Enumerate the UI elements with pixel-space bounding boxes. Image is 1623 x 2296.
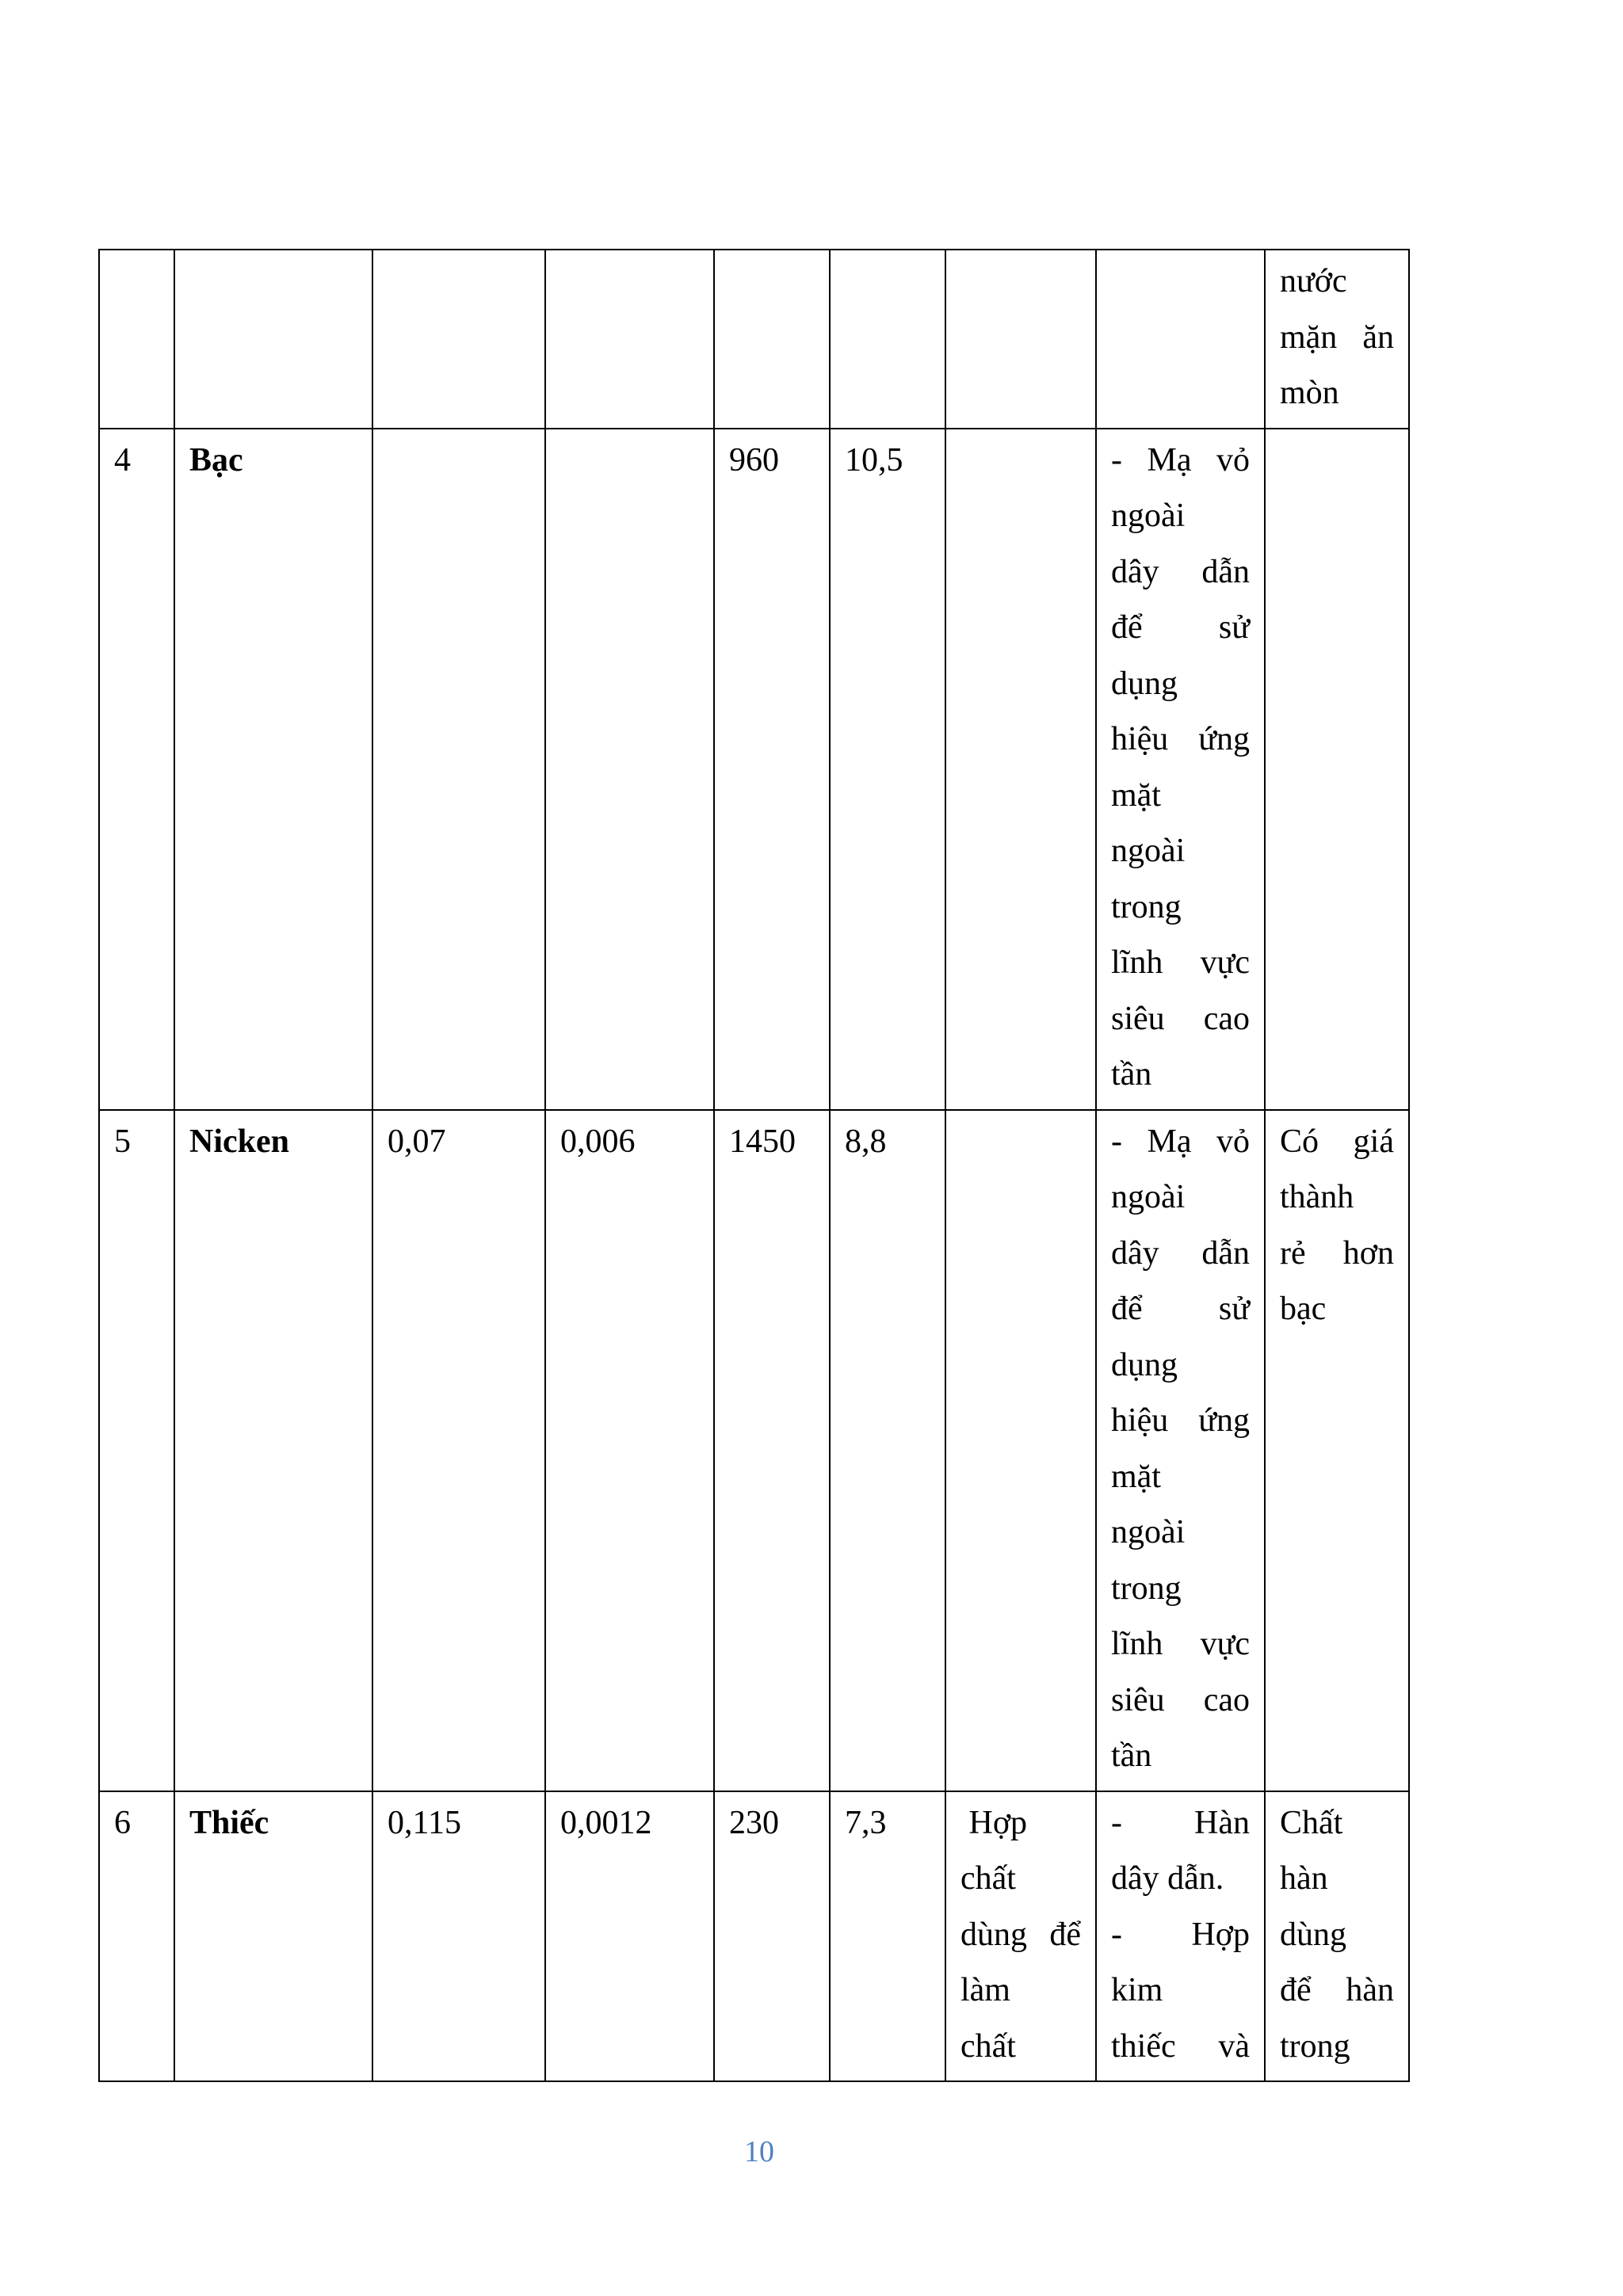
cell-line: ngoài — [1111, 833, 1186, 869]
cell-col4 — [545, 250, 714, 429]
cell-line: kim — [1111, 1972, 1163, 2008]
cell-line: - Mạ vỏ — [1111, 441, 1250, 479]
cell-line: dây dẫn — [1111, 1234, 1250, 1272]
cell-col4 — [545, 429, 714, 1110]
cell-col6: 7,3 — [830, 1791, 945, 2082]
table-row — [99, 429, 1409, 1110]
cell-line: mặt — [1111, 1458, 1161, 1495]
cell-line: siêu cao — [1111, 1681, 1250, 1718]
cell-line: để sử — [1111, 609, 1250, 646]
cell-col3 — [372, 429, 545, 1110]
cell-name: Thiếc — [174, 1791, 372, 2082]
cell-line: dùng để — [960, 1916, 1081, 1953]
cell-line: hiệu ứng — [1111, 1402, 1250, 1439]
cell-col6: 8,8 — [830, 1110, 945, 1791]
table-row-continuation — [99, 250, 1409, 429]
cell-line: thiếc và — [1111, 2027, 1250, 2065]
cell-line: - Mạ vỏ — [1111, 1123, 1250, 1160]
cell-col4: 0,0012 — [545, 1791, 714, 2082]
cell-stt: 6 — [99, 1791, 174, 2082]
cell-line: hàn — [1280, 1860, 1328, 1897]
page-number: 10 — [744, 2135, 774, 2168]
cell-col7 — [945, 1791, 1096, 2082]
cell-line: dây dẫn. — [1111, 1860, 1224, 1897]
cell-line: mòn — [1280, 375, 1339, 411]
cell-col6 — [830, 250, 945, 429]
cell-col8 — [1096, 250, 1265, 429]
cell-col3: 0,07 — [372, 1110, 545, 1791]
cell-line: hiệu ứng — [1111, 721, 1250, 757]
cell-line: tần — [1111, 1737, 1152, 1774]
cell-col9 — [1265, 250, 1409, 429]
cell-line: làm — [960, 1972, 1010, 2008]
cell-col9 — [1265, 429, 1409, 1110]
cell-line: trong — [1111, 1569, 1182, 1607]
cell-line: ngoài — [1111, 1179, 1186, 1215]
cell-line: dụng — [1111, 1346, 1178, 1383]
cell-line: Có giá — [1280, 1123, 1394, 1160]
cell-col5: 1450 — [714, 1110, 830, 1791]
cell-col3 — [372, 250, 545, 429]
cell-col8 — [1096, 1791, 1265, 2082]
cell-stt: 4 — [99, 429, 174, 1110]
cell-line: Hợp — [960, 1804, 1028, 1841]
cell-col7 — [945, 1110, 1096, 1791]
cell-line: tần — [1111, 1056, 1152, 1093]
cell-col4: 0,006 — [545, 1110, 714, 1791]
cell-col9 — [1265, 1110, 1409, 1791]
cell-line: - Hàn — [1111, 1804, 1250, 1841]
cell-col3: 0,115 — [372, 1791, 545, 2082]
cell-col5 — [714, 250, 830, 429]
table-row — [99, 1110, 1409, 1791]
materials-table — [98, 249, 1410, 2082]
cell-line: chất — [960, 1860, 1016, 1897]
cell-line: để sử — [1111, 1291, 1250, 1327]
cell-line: dùng — [1280, 1916, 1346, 1953]
cell-col9 — [1265, 1791, 1409, 2082]
cell-stt: 5 — [99, 1110, 174, 1791]
cell-name — [174, 250, 372, 429]
cell-col7 — [945, 250, 1096, 429]
cell-line: ngoài — [1111, 1514, 1186, 1550]
cell-line: dây dẫn — [1111, 553, 1250, 590]
cell-line: thành — [1280, 1179, 1354, 1215]
cell-col7 — [945, 429, 1096, 1110]
cell-col6: 10,5 — [830, 429, 945, 1110]
cell-line: trong — [1111, 888, 1182, 925]
cell-line: - Hợp — [1111, 1916, 1250, 1953]
cell-line: trong — [1280, 2027, 1350, 2065]
cell-line: Chất — [1280, 1804, 1343, 1841]
cell-name: Bạc — [174, 429, 372, 1110]
cell-line: lĩnh vực — [1111, 1626, 1250, 1662]
cell-stt — [99, 250, 174, 429]
cell-line: nước — [1280, 263, 1347, 299]
table-row — [99, 1791, 1409, 2082]
cell-col5: 960 — [714, 429, 830, 1110]
cell-line: ngoài — [1111, 498, 1186, 534]
cell-line: rẻ hơn — [1280, 1234, 1394, 1272]
cell-name: Nicken — [174, 1110, 372, 1791]
cell-line: siêu cao — [1111, 1000, 1250, 1037]
cell-line: để hàn — [1280, 1972, 1394, 2008]
cell-line: mặt — [1111, 776, 1161, 814]
cell-col5: 230 — [714, 1791, 830, 2082]
cell-line: bạc — [1280, 1291, 1327, 1327]
cell-col8 — [1096, 429, 1265, 1110]
cell-line: lĩnh vực — [1111, 944, 1250, 981]
cell-line: dụng — [1111, 665, 1178, 702]
cell-col8 — [1096, 1110, 1265, 1791]
cell-line: chất — [960, 2027, 1016, 2065]
cell-line: mặn ăn — [1280, 318, 1394, 356]
